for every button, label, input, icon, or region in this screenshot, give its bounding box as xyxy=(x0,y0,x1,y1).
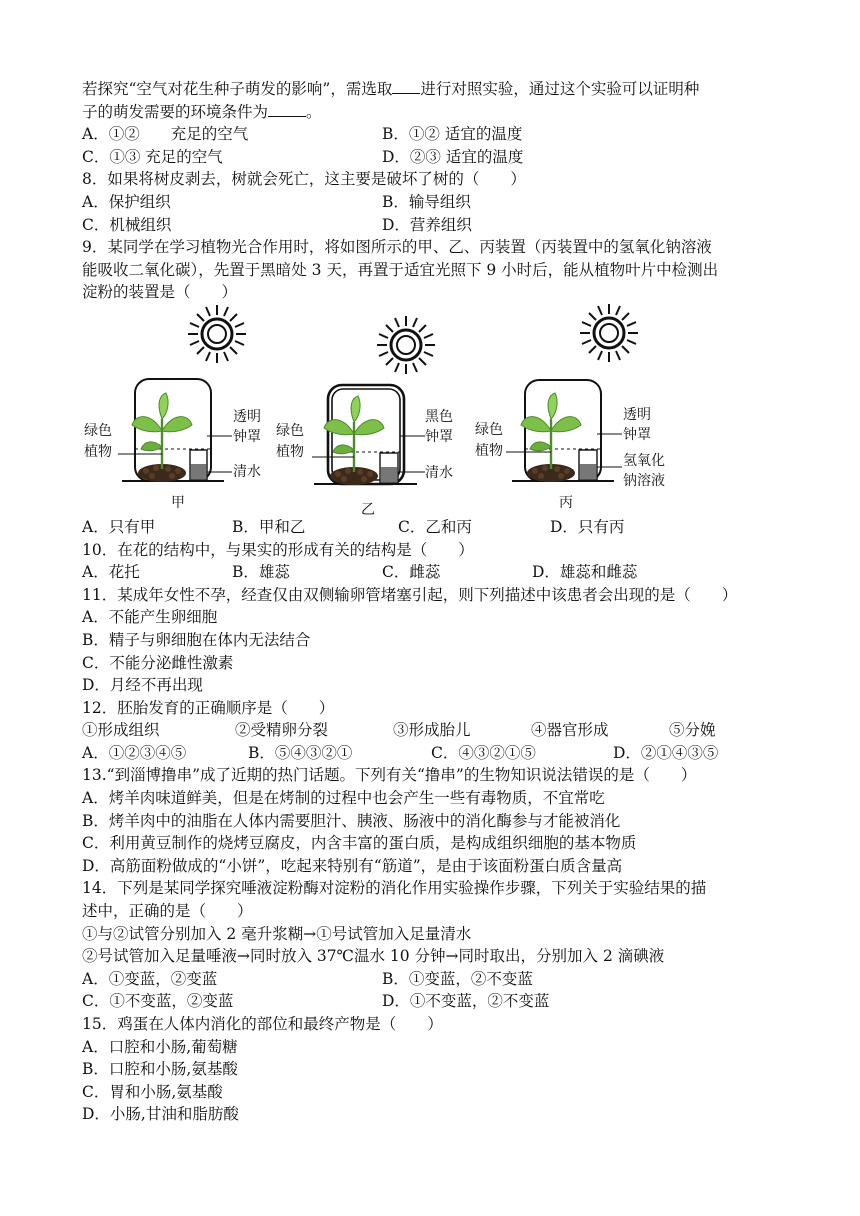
q11-option-d: D．月经不再出现 xyxy=(82,676,203,695)
q13-option-c: C．利用黄豆制作的烧烤豆腐皮，内含丰富的蛋白质，是构成组织细胞的基本物质 xyxy=(82,834,637,853)
q9-option-c: C．乙和丙 xyxy=(398,517,472,536)
q11-option-a: A．不能产生卵细胞 xyxy=(82,608,218,627)
bing-plant-label-1: 绿色 xyxy=(475,421,503,438)
jia-name: 甲 xyxy=(171,494,185,511)
q8-option-b: B．输导组织 xyxy=(382,192,471,211)
q9-stem-line3: 淀粉的装置是（ ） xyxy=(82,283,238,302)
q15-option-a: A．口腔和小肠,葡萄糖 xyxy=(82,1037,238,1056)
q12-item-2: ②受精卵分裂 xyxy=(235,721,329,740)
q14-options-row1 xyxy=(82,968,782,991)
q10-option-b: B．雄蕊 xyxy=(232,563,290,582)
q7-options-row1 xyxy=(82,123,782,146)
q7-stem-line2 xyxy=(82,101,782,124)
q8-option-d: D．营养组织 xyxy=(382,215,472,234)
q9-apparatus-diagram xyxy=(82,304,782,516)
q11-option-b: B．精子与卵细胞在体内无法结合 xyxy=(82,630,311,649)
q14-option-d: D．①不变蓝，②不变蓝 xyxy=(382,992,550,1011)
bing-jar-label-2: 钟罩 xyxy=(623,426,651,443)
q15-option-d: D．小肠,甘油和脂肪酸 xyxy=(82,1105,239,1124)
q7-stem-text: 。 xyxy=(306,102,322,121)
q13-option-d: D．高筋面粉做成的“小饼”，吃起来特别有“筋道”，是由于该面粉蛋白质含量高 xyxy=(82,856,623,875)
q8-option-c: C．机械组织 xyxy=(82,215,172,234)
bing-name: 丙 xyxy=(559,494,573,511)
yi-plant-label-2: 植物 xyxy=(276,443,304,460)
q7-stem-text: 进行对照实验，通过这个实验可以证明种 xyxy=(420,80,700,98)
q13-option-a: A．烤羊肉味道鲜美，但是在烤制的过程中也会产生一些有毒物质，不宜常吃 xyxy=(82,789,605,808)
yi-jar-label-1: 黑色 xyxy=(425,408,453,425)
q8-option-a: A．保护组织 xyxy=(82,192,171,211)
q7-stem-text: 若探究“空气对花生种子萌发的影响”，需选取 xyxy=(82,80,393,98)
q12-option-d: D．②①④③⑤ xyxy=(613,743,719,762)
q12-item-4: ④器官形成 xyxy=(531,721,609,740)
q15-option-c: C．胃和小肠,氨基酸 xyxy=(82,1082,223,1101)
q8-options-row1 xyxy=(82,191,782,214)
yi-plant-label-1: 绿色 xyxy=(276,422,304,439)
q14-options-row2 xyxy=(82,990,782,1013)
yi-name: 乙 xyxy=(361,501,375,516)
q12-options-row xyxy=(82,742,782,765)
q10-option-a: A．花托 xyxy=(82,563,140,582)
q11-option-c: C．不能分泌雌性激素 xyxy=(82,653,234,672)
jia-plant-label-1: 绿色 xyxy=(84,422,112,439)
q12-option-a: A．①②③④⑤ xyxy=(82,743,187,762)
q10-options-row xyxy=(82,561,782,584)
q13-stem: 13.“到淄博撸串”成了近期的热门话题。下列有关“撸串”的生物知识说法错误的是（ ） xyxy=(82,766,697,785)
q7-stem-text: 子的萌发需要的环境条件为 xyxy=(82,102,269,121)
bing-plant-label-2: 植物 xyxy=(475,442,503,459)
q9-option-d: D．只有丙 xyxy=(550,517,625,536)
q7-option-a: A．①② 充足的空气 xyxy=(82,125,249,144)
q14-option-c: C．①不变蓝，②变蓝 xyxy=(82,992,234,1011)
q7-blank-2 xyxy=(268,101,306,117)
q12-item-5: ⑤分娩 xyxy=(669,721,716,740)
bing-liquid-label-1: 氢氧化 xyxy=(623,452,665,469)
bing-jar-label-1: 透明 xyxy=(623,406,651,423)
q15-option-b: B．口腔和小肠,氨基酸 xyxy=(82,1060,238,1079)
jia-liquid-label: 清水 xyxy=(233,463,261,480)
q7-option-b: B．①② 适宜的温度 xyxy=(382,125,523,144)
yi-liquid-label: 清水 xyxy=(425,464,453,481)
q7-stem-line1 xyxy=(82,78,782,101)
q7-options-row2 xyxy=(82,146,782,169)
q9-stem-line2: 能吸收二氧化碳），先置于黑暗处 3 天，再置于适宜光照下 9 小时后，能从植物叶片中检测出 xyxy=(82,260,719,279)
q14-option-a: A．①变蓝，②变蓝 xyxy=(82,969,218,988)
q14-step-1: ①与②试管分别加入 2 毫升浆糊→①号试管加入足量清水 xyxy=(82,924,472,943)
bing-liquid-label-2: 钠溶液 xyxy=(623,472,665,489)
q7-blank-1 xyxy=(392,78,420,94)
q14-step-2: ②号试管加入足量唾液→同时放入 37℃温水 10 分钟→同时取出，分别加入 2 滴碘液 xyxy=(82,947,665,966)
exam-page xyxy=(82,78,782,1126)
q10-option-c: C．雌蕊 xyxy=(382,563,441,582)
q8-stem: 8．如果将树皮剥去，树就会死亡，这主要是破坏了树的（ ） xyxy=(82,170,526,189)
q9-options-row xyxy=(82,516,782,539)
q7-option-d: D．②③ 适宜的温度 xyxy=(382,147,524,166)
q9-option-b: B．甲和乙 xyxy=(232,517,306,536)
q9-stem-line1: 9．某同学在学习植物光合作用时，将如图所示的甲、乙、丙装置（丙装置中的氢氧化钠溶液 xyxy=(82,238,712,257)
q14-stem-line2: 述中，正确的是（ ） xyxy=(82,902,253,921)
q15-stem: 15．鸡蛋在人体内消化的部位和最终产物是（ ） xyxy=(82,1015,443,1033)
q10-option-d: D．雄蕊和雌蕊 xyxy=(532,563,638,582)
q12-option-b: B．⑤④③②① xyxy=(248,743,353,762)
q14-stem-line1: 14．下列是某同学探究唾液淀粉酶对淀粉的消化作用实验操作步骤，下列关于实验结果的描 xyxy=(82,879,707,898)
q9-experiment-figure xyxy=(82,304,782,516)
jia-jar-label-1: 透明 xyxy=(233,408,261,425)
q14-option-b: B．①变蓝，②不变蓝 xyxy=(382,969,533,988)
q9-option-a: A．只有甲 xyxy=(82,517,156,536)
q8-options-row2 xyxy=(82,214,782,237)
q12-items-row xyxy=(82,719,782,742)
q12-item-3: ③形成胎儿 xyxy=(393,721,471,740)
q11-stem: 11．某成年女性不孕，经查仅由双侧输卵管堵塞引起，则下列描述中该患者会出现的是（ ） xyxy=(82,585,738,604)
yi-jar-label-2: 钟罩 xyxy=(425,428,453,445)
jia-jar-label-2: 钟罩 xyxy=(233,428,261,445)
q12-item-1: ①形成组织 xyxy=(82,721,160,740)
q13-option-b: B．烤羊肉中的油脂在人体内需要胆汁、胰液、肠液中的消化酶参与才能被消化 xyxy=(82,811,621,830)
jia-plant-label-2: 植物 xyxy=(84,443,112,460)
q12-stem: 12．胚胎发育的正确顺序是（ ） xyxy=(82,698,335,717)
q7-option-c: C．①③ 充足的空气 xyxy=(82,147,223,166)
q10-stem: 10．在花的结构中，与果实的形成有关的结构是（ ） xyxy=(82,540,474,559)
q12-option-c: C．④③②①⑤ xyxy=(431,743,536,762)
